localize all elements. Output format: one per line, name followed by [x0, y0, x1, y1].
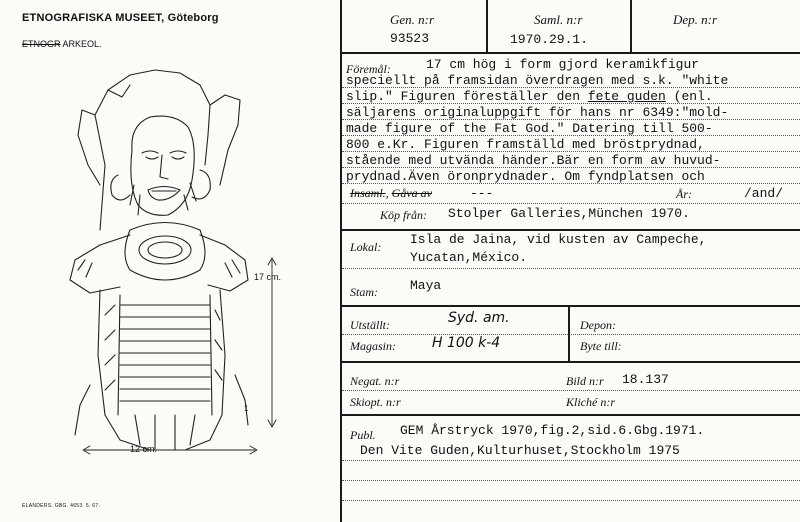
printer-imprint: ELANDERS. GBG. 4653. 5. 67. [22, 503, 101, 509]
insaml-struck: Insaml. [350, 186, 386, 200]
lokal-label: Lokal: [350, 240, 382, 254]
dotted-rule [342, 390, 800, 391]
corner-mark: 1 [244, 404, 249, 413]
rule-kop [342, 229, 800, 231]
bild-label: Bild n:r [566, 374, 604, 388]
foremal-line-1: 17 cm hög i form gjord keramikfigur [426, 57, 700, 72]
gen-number-label: Gen. n:r [390, 12, 435, 27]
magasin-label: Magasin: [350, 339, 396, 353]
foremal-line-7: stående med utvända händer.Bär en form av huvud- [346, 153, 721, 168]
saml-number-value: 1970.29.1. [510, 32, 589, 47]
publ-line-2: Den Vite Guden,Kulturhuset,Stockholm 1975 [360, 443, 680, 458]
dotted-rule [342, 135, 800, 136]
dotted-rule [342, 203, 800, 204]
saml-number-label: Saml. n:r [534, 12, 583, 27]
department-name: ARKEOL. [62, 39, 102, 49]
ar-label: År: [676, 187, 692, 201]
header-divider-1 [486, 0, 488, 52]
utstallt-value: Syd. am. [448, 310, 510, 326]
dotted-rule [342, 460, 800, 461]
rule-stam [342, 305, 800, 307]
dotted-rule [342, 151, 800, 152]
foremal-tail-and: /and/ [744, 186, 784, 201]
kop-value: Stolper Galleries,München 1970. [448, 206, 690, 221]
foremal-line-3-head: slip." Figuren föreställer den [346, 89, 588, 104]
dotted-rule [342, 500, 800, 501]
gava-struck: Gåva av [391, 186, 432, 200]
foremal-line-5: made figure of the Fat God." Datering till 500- [346, 121, 713, 136]
publ-line-1: GEM Årstryck 1970,fig.2,sid.6.Gbg.1971. [400, 423, 705, 438]
width-dimension: 12 cm. [130, 444, 158, 454]
dotted-rule [342, 334, 800, 335]
magasin-value: H 100 k-4 [432, 335, 501, 351]
dotted-rule [342, 183, 800, 184]
skiopt-label: Skiopt. n:r [350, 395, 401, 409]
rule-status [342, 361, 800, 363]
byte-label: Byte till: [580, 339, 622, 353]
lokal-line-1: Isla de Jaina, vid kusten av Campeche, [410, 232, 707, 247]
height-dimension: 17 cm. [254, 272, 282, 282]
foremal-line-3-tail: (enl. [665, 89, 713, 104]
header-divider-2 [630, 0, 632, 52]
insaml-value: --- [470, 186, 494, 201]
figurine-drawing [60, 55, 305, 475]
lokal-line-2: Yucatan,México. [410, 250, 528, 265]
rule-photo [342, 414, 800, 416]
dotted-rule [342, 87, 800, 88]
fete-guden-text: fete guden [587, 89, 666, 104]
foremal-label: Föremål: [346, 62, 391, 76]
stam-value: Maya [410, 278, 442, 293]
dep-number-label: Dep. n:r [673, 12, 718, 27]
insaml-label: Insaml., Gåva av [350, 186, 432, 200]
dotted-rule [342, 103, 800, 104]
department-struck: ETNOGR [22, 39, 61, 49]
foremal-line-8: prydnad.Även öronprydnader. Om fyndplatsen och [346, 169, 705, 184]
foremal-line-2: speciellt på framsidan överdragen med s.k. "white [346, 73, 729, 88]
kop-label: Köp från: [380, 208, 428, 222]
utstallt-label: Utställt: [350, 318, 391, 332]
foremal-line-6: 800 e.Kr. Figuren framställd med bröstprydnad, [346, 137, 705, 152]
department-line [22, 39, 102, 49]
dotted-rule [342, 268, 800, 269]
stam-label: Stam: [350, 285, 378, 299]
negat-label: Negat. n:r [350, 374, 400, 388]
dotted-rule [342, 480, 800, 481]
card-divider [340, 0, 342, 522]
kliche-label: Kliché n:r [566, 395, 615, 409]
dotted-rule [342, 119, 800, 120]
depon-label: Depon: [580, 318, 616, 332]
bild-value: 18.137 [622, 372, 669, 387]
gen-number-value: 93523 [390, 31, 430, 46]
publ-label: Publ. [350, 428, 376, 442]
museum-name: ETNOGRAFISKA MUSEET, Göteborg [22, 12, 219, 24]
foremal-line-4: säljarens originaluppgift för hans nr 6349:"mold- [346, 105, 729, 120]
rule-header [342, 52, 800, 54]
dotted-rule [342, 167, 800, 168]
